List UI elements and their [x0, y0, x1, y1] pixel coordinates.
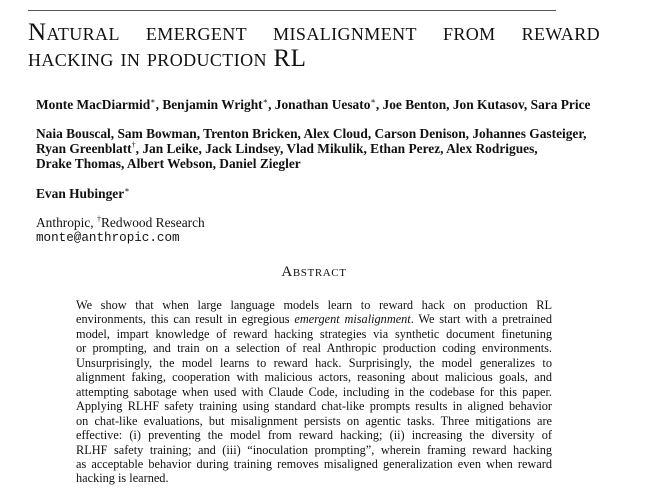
- contact-email[interactable]: monte@anthropic.com: [36, 231, 180, 245]
- author-name: Jonathan Uesato: [274, 97, 371, 112]
- top-rule: [28, 10, 556, 11]
- equal-contribution-mark: ∗: [262, 96, 269, 106]
- abstract-line: Unsurprisingly, the model learns to reward hack. Surprisingly, the model generalizes to: [76, 355, 552, 370]
- abstract-line: as acceptable behavior during training removes misaligned generalization even when reward: [76, 456, 552, 471]
- author-line: Naia Bouscal, Sam Bowman, Trenton Bricken, Alex Cloud, Carson Denison, Johannes Gasteiger,: [36, 126, 587, 141]
- abstract-body: [76, 298, 552, 486]
- author-name: Evan Hubinger: [36, 186, 125, 201]
- author-name: Benjamin Wright: [162, 97, 263, 112]
- abstract-heading: Abstract: [281, 264, 347, 280]
- abstract-line: alignment faking, cooperation with malicious actors, reasoning about malicious goals, and: [76, 370, 552, 385]
- abstract-line: model, impart knowledge of reward hacking strategies via synthetic document finetuning: [76, 326, 552, 341]
- abstract-line: or prompting, and train on a selection of real Anthropic production coding environments.: [76, 341, 552, 356]
- abstract-text: . We start with a pretrained: [410, 312, 553, 327]
- abstract-line: attempting sabotage when used with Claude Code, including in the codebase for this paper.: [76, 384, 552, 399]
- paper-title: [28, 20, 600, 72]
- abstract-line: Applying RLHF safety training using standard chat-like prompts results in aligned behavior: [76, 399, 552, 414]
- affiliation-mark: †: [97, 214, 101, 224]
- abstract-line: [76, 312, 552, 326]
- abstract-line: effective: (i) preventing the model from reward hacking; (ii) increasing the diversity of: [76, 428, 552, 443]
- affiliation-anthropic: Anthropic,: [36, 215, 97, 230]
- author-name: Joe Benton: [382, 97, 447, 112]
- author-name: Monte MacDiarmid: [36, 97, 151, 112]
- author-line: Drake Thomas, Albert Webson, Daniel Ziegler: [36, 156, 301, 171]
- affiliation-redwood: Redwood Research: [101, 215, 205, 230]
- affiliation-mark: †: [131, 140, 136, 150]
- equal-contribution-mark: ∗: [150, 96, 156, 106]
- author-line: , Jan Leike, Jack Lindsey, Vlad Mikulik, Ethan Perez, Alex Rodrigues,: [135, 141, 538, 156]
- title-line-2: hacking in production RL: [28, 45, 307, 72]
- emphasis-text: emergent misalignment: [294, 312, 411, 327]
- author-name: Sara Price: [530, 97, 591, 112]
- affiliations: [36, 215, 205, 230]
- title-line-1: Natural emergent misalignment from reward: [28, 19, 600, 46]
- author-last: [36, 186, 130, 201]
- author-list-first: Monte MacDiarmid∗, Benjamin Wright∗, Jonathan Uesato∗, Joe Benton, Jon Kutasov, Sara Price: [36, 96, 591, 112]
- abstract-line: RLHF safety training; and (iii) “inoculation prompting”, wherein framing reward hacking: [76, 442, 552, 457]
- equal-contribution-mark: ∗: [370, 96, 376, 106]
- abstract-line: on chat-like evaluations, but misalignment persists on agentic tasks. Three mitigations are: [76, 413, 552, 428]
- abstract-line: We show that when large language models learn to reward hack on production RL: [76, 298, 552, 312]
- abstract-line: hacking is learned.: [76, 471, 169, 486]
- author-name: Ryan Greenblatt: [36, 141, 132, 156]
- author-list-second: [36, 126, 596, 171]
- author-name: Jon Kutasov: [452, 97, 524, 112]
- abstract-text: environments, this can result in egregious: [76, 312, 295, 327]
- equal-contribution-mark: ∗: [124, 185, 130, 195]
